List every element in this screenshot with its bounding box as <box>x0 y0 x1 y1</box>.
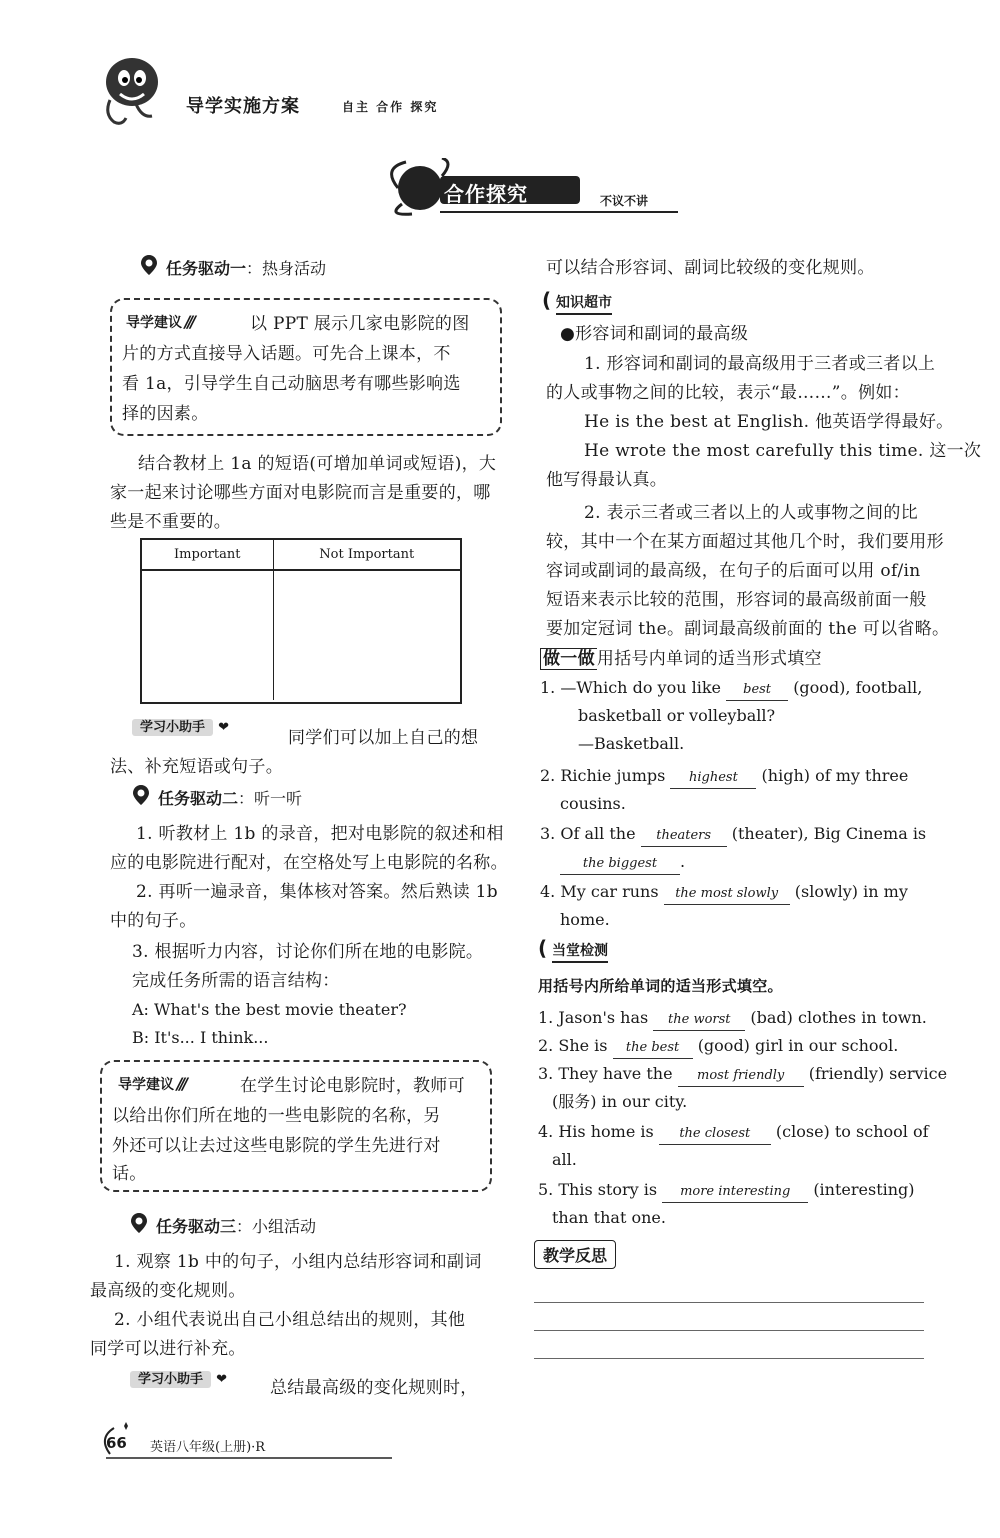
bracket-icon: ( <box>542 288 552 312</box>
table-header-important: Important <box>142 540 273 570</box>
task2-line-1: 应的电影院进行配对，在空格处写上电影院的名称。 <box>110 853 508 873</box>
reflection-line-2[interactable] <box>534 1330 924 1331</box>
doit-q3-text: 3. Of all the <box>540 824 636 843</box>
helper2-badge: 学习小助手 <box>130 1371 211 1388</box>
table-cell-not-important[interactable] <box>273 570 460 700</box>
doit-q4-line1 <box>540 878 908 906</box>
helper1-line-1: 法、补充短语或句子。 <box>110 757 283 777</box>
check-q2-text: 2. She is <box>538 1036 608 1055</box>
doit-q1-answer[interactable]: best <box>726 680 788 701</box>
task2-line-5: 完成任务所需的语言结构： <box>132 971 340 991</box>
guide2-line-1: 以给出你们所在地的一些电影院的名称，另 <box>112 1106 441 1126</box>
important-table-frame <box>140 538 462 704</box>
guide2-badge-wrap <box>118 1074 185 1094</box>
task1-label: 任务驱动一 <box>166 259 247 278</box>
check-q4-text: 4. His home is <box>538 1122 654 1141</box>
check-tag <box>538 936 608 960</box>
helper1-badge: 学习小助手 <box>132 719 213 736</box>
knowledge-tag <box>542 288 612 312</box>
check-instruction: 用括号内所给单词的适当形式填空。 <box>538 977 783 995</box>
check-q5-text: 5. This story is <box>538 1180 658 1199</box>
helper2-badge-wrap <box>130 1368 227 1387</box>
doit-q2-text: 2. Richie jumps <box>540 766 666 785</box>
check-q3-text: 3. They have the <box>538 1064 673 1083</box>
task3-topic: ：小组活动 <box>236 1217 317 1236</box>
section-title: 合作探究 <box>444 182 528 206</box>
header-title: 导学实施方案 <box>186 96 300 117</box>
doit-instruction: 用括号内单词的适当形式填空 <box>596 649 822 669</box>
para1-line-2: 些是不重要的。 <box>110 512 232 532</box>
check-badge: 当堂检测 <box>552 943 608 963</box>
task1-heading <box>166 256 326 279</box>
task3-label: 任务驱动三 <box>156 1217 237 1236</box>
section-tag: 不议不讲 <box>600 194 649 208</box>
guide1-slash: /// <box>182 312 194 331</box>
task3-line-0: 1. 观察 1b 中的句子，小组内总结形容词和副词 <box>114 1252 482 1272</box>
doit-q2-hint: (high) of my three <box>761 766 909 785</box>
doit-q2-line1 <box>540 762 908 790</box>
right-continuation: 可以结合形容词、副词比较级的变化规则。 <box>546 258 875 278</box>
guide1-line-2: 看 1a，引导学生自己动脑思考有哪些影响选 <box>122 374 461 394</box>
task3-line-3: 同学可以进行补充。 <box>90 1339 246 1359</box>
doit-q2-line2: cousins. <box>560 794 626 813</box>
guide2-line-3: 话。 <box>112 1164 147 1184</box>
doit-q3-answer-2[interactable]: the biggest <box>560 854 680 875</box>
task2-line-4: 3. 根据听力内容，讨论你们所在地的电影院。 <box>132 942 484 962</box>
helper2-heart-icon: ❤ <box>216 1372 228 1387</box>
knowledge-line-1: 的人或事物之间的比较，表示“最……”。例如： <box>546 383 910 403</box>
doit-q3-hint: (theater), Big Cinema is <box>731 824 927 843</box>
check-q3-line1 <box>538 1060 947 1088</box>
doit-q4-text: 4. My car runs <box>540 882 659 901</box>
doit-q1-line3: —Basketball. <box>578 734 685 753</box>
guide1-badge: 导学建议 <box>126 315 182 331</box>
knowledge-line-9: 要加定冠词 the。副词最高级前面的 the 可以省略。 <box>546 619 950 639</box>
task1-topic: ：热身活动 <box>246 259 327 278</box>
guide1-line-0: 以 PPT 展示几家电影院的图 <box>250 314 470 334</box>
location-pin-icon <box>130 1212 148 1234</box>
knowledge-line-2: He is the best at English. 他英语学得最好。 <box>584 412 954 432</box>
task2-topic: ：听一听 <box>238 789 303 808</box>
task2-label: 任务驱动二 <box>158 789 239 808</box>
bracket-icon: ( <box>538 936 548 960</box>
check-q2-answer[interactable]: the best <box>613 1038 693 1059</box>
mascot-logo <box>96 52 166 128</box>
task2-heading <box>158 786 302 809</box>
check-q1-answer[interactable]: the worst <box>653 1010 745 1031</box>
doit-q2-answer[interactable]: highest <box>670 768 756 789</box>
task2-line-0: 1. 听教材上 1b 的录音，把对电影院的叙述和相 <box>136 824 504 844</box>
knowledge-line-8: 短语来表示比较的范围，形容词的最高级前面一般 <box>546 590 927 610</box>
header-subtitle: 自主 合作 探究 <box>342 100 439 114</box>
knowledge-line-6: 较，其中一个在某方面超过其他几个时，我们要用形 <box>546 532 944 552</box>
check-q2-hint: (good) girl in our school. <box>697 1036 899 1055</box>
para1-line-0: 结合教材上 1a 的短语(可增加单词或短语)，大 <box>138 454 497 474</box>
doit-q4-hint: (slowly) in my <box>794 882 908 901</box>
doit-badge: 做一做 <box>540 648 597 670</box>
check-q1 <box>538 1004 927 1032</box>
section-banner <box>382 158 682 218</box>
guide2-line-0: 在学生讨论电影院时，教师可 <box>240 1076 465 1096</box>
check-q5-hint: (interesting) <box>813 1180 915 1199</box>
doit-q3-end: . <box>680 852 686 871</box>
helper1-heart-icon: ❤ <box>218 720 230 735</box>
footer-book-title: 英语八年级(上册)·R <box>150 1440 266 1455</box>
doit-q1-line1 <box>540 674 922 702</box>
reflection-line-3[interactable] <box>534 1358 924 1359</box>
doit-q3-line1 <box>540 820 926 848</box>
doit-heading <box>540 645 822 674</box>
task3-line-2: 2. 小组代表说出自己小组总结出的规则，其他 <box>114 1310 466 1330</box>
reflection-badge: 教学反思 <box>534 1240 616 1269</box>
doit-q3-line2 <box>560 848 685 876</box>
task3-heading <box>156 1214 316 1237</box>
table-header-not-important: Not Important <box>273 540 460 570</box>
knowledge-line-5: 2. 表示三者或三者以上的人或事物之间的比 <box>584 503 918 523</box>
doit-q4-answer[interactable]: the most slowly <box>664 884 790 905</box>
check-q2 <box>538 1032 898 1060</box>
knowledge-badge: 知识超市 <box>556 295 612 315</box>
knowledge-line-7: 容词或副词的最高级，在句子的后面可以用 of/in <box>546 561 921 581</box>
location-pin-icon <box>132 784 150 806</box>
doit-q4-line2: home. <box>560 910 610 929</box>
check-q5-line2: than that one. <box>552 1208 666 1227</box>
para1-line-1: 家一起来讨论哪些方面对电影院而言是重要的，哪 <box>110 483 491 503</box>
check-q5-answer[interactable]: more interesting <box>662 1182 808 1203</box>
reflection-line-1[interactable] <box>534 1302 924 1303</box>
doit-q1-line2: basketball or volleyball? <box>578 706 776 725</box>
check-q3-hint: (friendly) service <box>808 1064 948 1083</box>
knowledge-line-4: 他写得最认真。 <box>546 470 668 490</box>
task2-line-3: 中的句子。 <box>110 911 197 931</box>
knowledge-line-3: He wrote the most carefully this time. 这一次 <box>584 441 982 461</box>
guide1-line-1: 片的方式直接导入话题。可先合上课本，不 <box>122 344 451 364</box>
check-q4-line2: all. <box>552 1150 577 1169</box>
check-q1-text: 1. Jason's has <box>538 1008 649 1027</box>
task2-line-7: B: It's... I think... <box>132 1028 269 1047</box>
guide2-line-2: 外还可以让去过这些电影院的学生先进行对 <box>112 1136 441 1156</box>
knowledge-heading: ●形容词和副词的最高级 <box>560 324 749 344</box>
check-q1-hint: (bad) clothes in town. <box>750 1008 927 1027</box>
location-pin-icon <box>140 254 158 276</box>
guide1-line-3: 择的因素。 <box>122 404 209 424</box>
check-q5-line1 <box>538 1176 915 1204</box>
guide2-badge: 导学建议 <box>118 1077 174 1093</box>
check-q4-line1 <box>538 1118 929 1146</box>
helper1-badge-wrap <box>132 716 229 735</box>
page-number: 66 <box>106 1434 127 1452</box>
task2-line-2: 2. 再听一遍录音，集体核对答案。然后熟读 1b <box>136 882 498 902</box>
helper1-line-0: 同学们可以加上自己的想 <box>288 728 479 748</box>
check-q3-line2: (服务) in our city. <box>552 1092 688 1111</box>
important-table <box>142 540 460 700</box>
table-cell-important[interactable] <box>142 570 273 700</box>
doit-q1-hint: (good), football, <box>793 678 923 697</box>
helper2-text: 总结最高级的变化规则时， <box>270 1378 478 1398</box>
check-q4-hint: (close) to school of <box>775 1122 929 1141</box>
task2-line-6: A: What's the best movie theater? <box>132 1000 407 1019</box>
doit-q1-text: 1. —Which do you like <box>540 678 721 697</box>
task3-line-1: 最高级的变化规则。 <box>90 1281 246 1301</box>
guide2-slash: /// <box>174 1074 186 1093</box>
check-q4-answer[interactable]: the closest <box>659 1124 771 1145</box>
knowledge-line-0: 1. 形容词和副词的最高级用于三者或三者以上 <box>584 354 936 374</box>
doit-q3-answer[interactable]: theaters <box>641 826 727 847</box>
guide1-badge-wrap <box>126 312 193 332</box>
check-q3-answer[interactable]: most friendly <box>678 1066 804 1087</box>
